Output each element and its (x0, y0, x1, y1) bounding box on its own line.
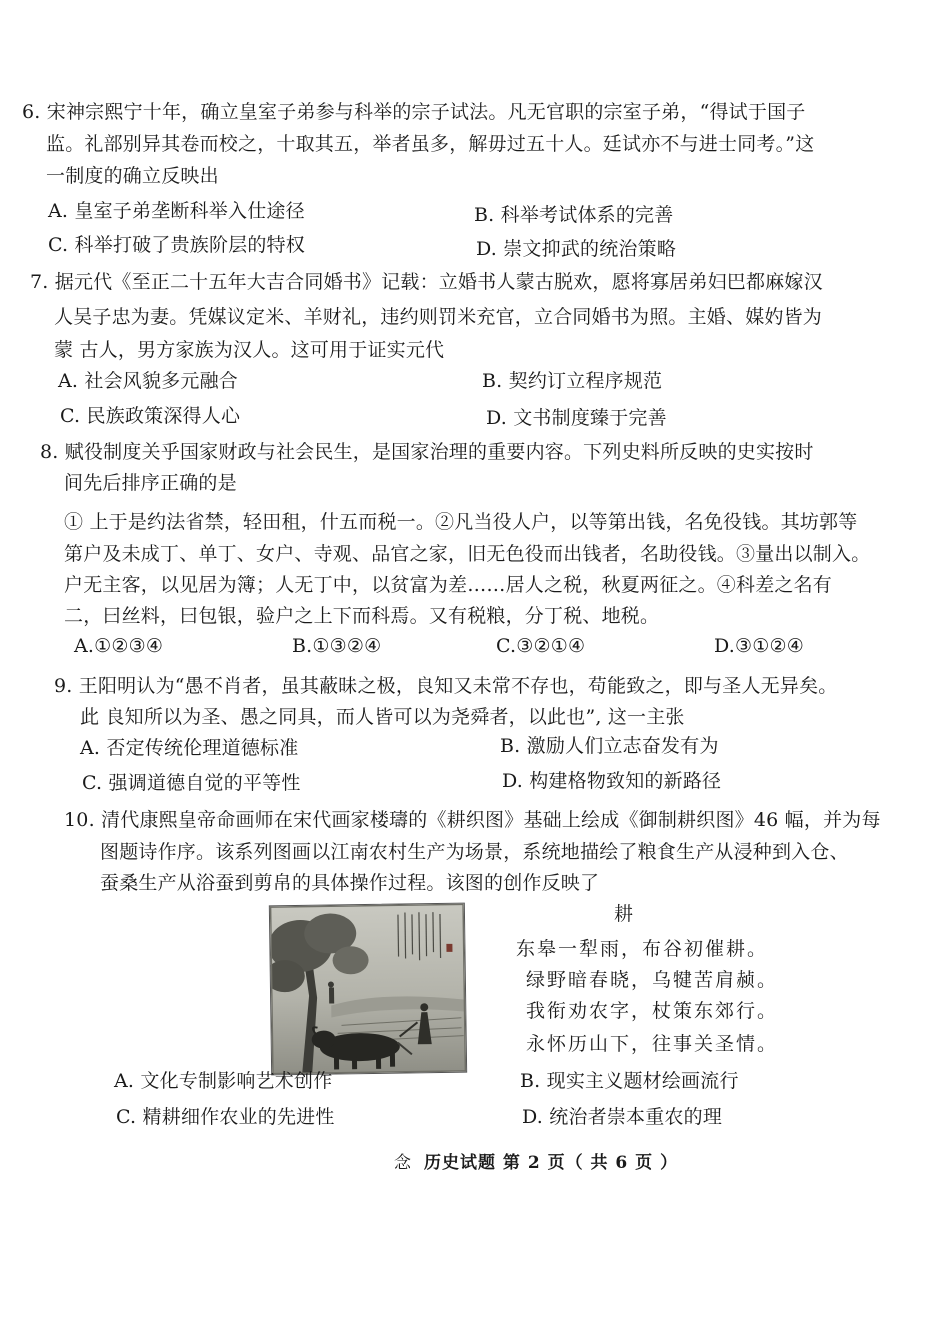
q9-option-a[interactable]: A. 否定传统伦理道德标准 (80, 737, 299, 759)
q6-option-d[interactable]: D. 崇文抑武的统治策略 (476, 238, 677, 260)
q7-stem-line-1: 7. 据元代《至正二十五年大吉合同婚书》记载：立婚书人蒙古脱欢，愿将寡居弟妇巴都麻嫁汉 (30, 271, 823, 293)
q8-material-line-3: 户无主客，以见居为簿；人无丁中，以贫富为差……居人之税，秋夏两征之。④科差之名有 (64, 574, 833, 596)
footer-prefix: 念 (394, 1153, 412, 1173)
q9-option-c[interactable]: C. 强调道德自觉的平等性 (82, 772, 301, 794)
q8-material-line-4: 二，曰丝料，曰包银，验户之上下而科焉。又有税粮，分丁税、地税。 (64, 605, 660, 627)
q10-option-b[interactable]: B. 现实主义题材绘画流行 (520, 1070, 739, 1092)
q6-stem-line-2: 监。礼部别异其卷而校之，十取其五，举者虽多，解毋过五十人。廷试亦不与进士同考。”这 (46, 133, 815, 155)
poem-line-1: 东皋一犁雨，布谷初催耕。 (516, 938, 769, 960)
poem-line-2: 绿野暗春晓，乌犍苦肩赪。 (526, 969, 779, 991)
q6-option-c[interactable]: C. 科举打破了贵族阶层的特权 (48, 234, 305, 256)
q7-option-b[interactable]: B. 契约订立程序规范 (482, 370, 663, 392)
q7-stem-line-3: 蒙 古人，男方家族为汉人。这可用于证实元代 (54, 339, 445, 361)
q8-material-line-2: 第户及未成丁、单丁、女户、寺观、品官之家，旧无色役而出钱者，名助役钱。③量出以制入。 (64, 543, 871, 565)
poem-line-3: 我衔劝农字，杖策东郊行。 (526, 1000, 779, 1022)
q10-option-c[interactable]: C. 精耕细作农业的先进性 (116, 1106, 335, 1128)
q9-stem-line-1: 9. 王阳明认为“愚不肖者，虽其蔽昧之极，良知又未常不存也，苟能致之，即与圣人无异矣。 (54, 675, 838, 697)
q7-option-d[interactable]: D. 文书制度臻于完善 (486, 407, 667, 429)
q10-stem-line-1: 10. 清代康熙皇帝命画师在宋代画家楼璹的《耕织图》基础上绘成《御制耕织图》46 幅，并为每 (64, 809, 881, 831)
q6-stem-line-1: 6. 宋神宗熙宁十年，确立皇室子弟参与科举的宗子试法。凡无官职的宗室子弟，“得试于国子 (22, 101, 806, 123)
q8-stem-line-2: 间先后排序正确的是 (64, 472, 237, 494)
q6-option-a[interactable]: A. 皇室子弟垄断科举入仕途径 (48, 200, 305, 222)
q10-option-d[interactable]: D. 统治者崇本重农的理 (522, 1106, 723, 1128)
q6-option-b[interactable]: B. 科举考试体系的完善 (474, 204, 674, 226)
q9-option-b[interactable]: B. 激励人们立志奋发有为 (500, 735, 719, 757)
q9-option-d[interactable]: D. 构建格物致知的新路径 (502, 770, 722, 792)
q8-option-b[interactable]: B.①③②④ (292, 635, 382, 657)
q9-stem-line-2: 此 良知所以为圣、愚之同具，而人皆可以为尧舜者，以此也”, 这一主张 (80, 706, 685, 728)
footer-page-info: 历史试题 第 2 页（ 共 6 页 ） (424, 1153, 679, 1173)
q7-stem-line-2: 人吴子忠为妻。凭媒议定米、羊财礼，违约则罚米充官，立合同婚书为照。主婚、媒妁皆为 (54, 306, 823, 328)
q7-option-c[interactable]: C. 民族政策深得人心 (60, 405, 241, 427)
q10-stem-line-2: 图题诗作序。该系列图画以江南农村生产为场景，系统地描绘了粮食生产从浸种到入仓、 (100, 841, 849, 863)
page-footer (394, 1148, 678, 1173)
q7-option-a[interactable]: A. 社会风貌多元融合 (58, 370, 239, 392)
q8-option-d[interactable]: D.③①②④ (714, 635, 804, 657)
q10-stem-line-3: 蚕桑生产从浴蚕到剪帛的具体操作过程。该图的创作反映了 (100, 872, 600, 894)
poem-line-4: 永怀历山下，往事关圣情。 (526, 1033, 779, 1055)
q8-option-c[interactable]: C.③②①④ (496, 635, 586, 657)
plowing-painting-image (269, 903, 467, 1076)
q8-material-line-1: ① 上于是约法省禁，轻田租，什五而税一。②凡当役人户，以等第出钱，名免役钱。其坊郭等 (64, 511, 858, 533)
q8-stem-line-1: 8. 赋役制度关乎国家财政与社会民生，是国家治理的重要内容。下列史料所反映的史实按时 (40, 441, 814, 463)
poem-title: 耕 (614, 903, 636, 925)
q10-option-a[interactable]: A. 文化专制影响艺术创作 (114, 1070, 333, 1092)
q6-stem-line-3: 一制度的确立反映出 (46, 165, 219, 187)
q8-option-a[interactable]: A.①②③④ (74, 635, 164, 657)
